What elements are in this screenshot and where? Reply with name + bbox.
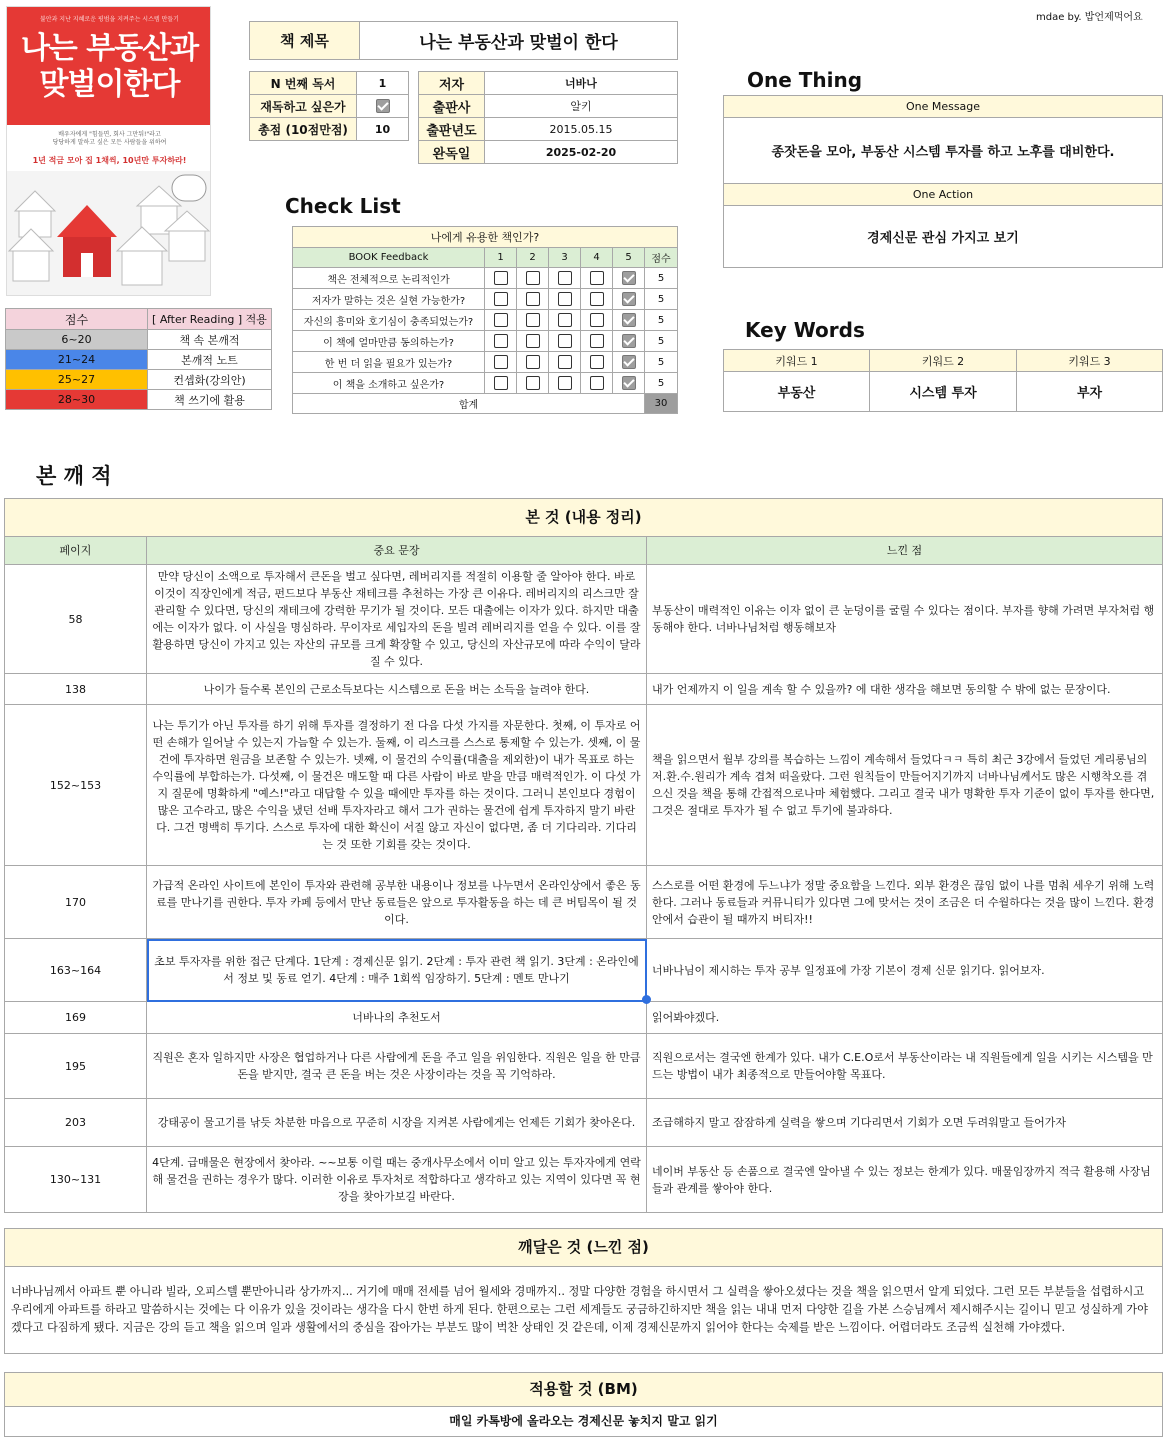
keyword-label-1: 키워드 1 xyxy=(724,350,870,372)
row-sentence: 나이가 들수록 본인의 근로소득보다는 시스템으로 돈을 버는 소득을 늘려야 한다. xyxy=(147,674,647,705)
onething-table xyxy=(723,95,1163,268)
reread-label: 재독하고 싶은가 xyxy=(250,95,357,118)
keywords-heading: Key Words xyxy=(745,318,865,342)
row-page: 169 xyxy=(5,1002,147,1034)
row-page: 58 xyxy=(5,565,147,674)
rating-checkbox-5[interactable] xyxy=(622,334,636,348)
checklist-question: 이 책을 소개하고 싶은가? xyxy=(293,373,485,394)
publisher-value: 알키 xyxy=(485,95,678,118)
cover-title-line1: 나는 부동산과 xyxy=(20,31,199,66)
col-sentence: 중요 문장 xyxy=(147,537,647,565)
rating-checkbox-2[interactable] xyxy=(526,292,540,306)
checklist-heading: Check List xyxy=(285,194,401,218)
checklist-row xyxy=(293,373,678,394)
book-meta-table xyxy=(418,71,678,164)
selection-fill-handle[interactable] xyxy=(642,995,651,1004)
table-row xyxy=(5,866,1163,939)
realized-table xyxy=(4,1228,1163,1354)
col-feeling: 느낀 점 xyxy=(647,537,1163,565)
checklist-table xyxy=(292,226,678,414)
rating-checkbox-5[interactable] xyxy=(622,292,636,306)
cover-description xyxy=(7,131,211,147)
rating-checkbox-1[interactable] xyxy=(494,292,508,306)
table-row xyxy=(5,1002,1163,1034)
checklist-total-label: 합계 xyxy=(293,394,645,414)
row-page: 170 xyxy=(5,866,147,939)
table-row xyxy=(5,674,1163,705)
one-message-label: One Message xyxy=(724,96,1163,118)
row-feeling: 직원으로서는 결국엔 한계가 있다. 내가 C.E.O로서 부동산이라는 내 직원들에게 일을 시키는 시스템을 만드는 방법이 내가 최종적으로 만들어야할 목표다. xyxy=(647,1034,1163,1099)
checklist-score: 5 xyxy=(645,331,678,352)
legend-range: 6~20 xyxy=(6,330,148,350)
row-feeling: 스스로를 어떤 환경에 두느냐가 정말 중요함을 느낀다. 외부 환경은 끊임 없이 나를 멈춰 세우기 위해 노력한다. 그러나 동료들과 커뮤니티가 있다면 그에 맞서는 것이 조금은 더 수월하다는 것을 많이 느낀다. 환경 안에서 습관이 될 때까지 버티자!! xyxy=(647,866,1163,939)
checklist-score: 5 xyxy=(645,373,678,394)
houses-illustration xyxy=(7,171,211,296)
checklist-col-3: 3 xyxy=(549,248,581,268)
author-label: 저자 xyxy=(419,72,485,95)
checklist-title: 나에게 유용한 책인가? xyxy=(293,227,678,248)
rating-checkbox-2[interactable] xyxy=(526,271,540,285)
title-label: 책 제목 xyxy=(250,22,360,60)
cover-desc-line1: 배우자에게 "힘들면, 회사 그만둬!"라고 xyxy=(58,131,161,138)
score-value: 10 xyxy=(357,118,409,141)
rating-checkbox-5[interactable] xyxy=(622,376,636,390)
n-label: N 번째 독서 xyxy=(250,72,357,95)
row-page: 152~153 xyxy=(5,705,147,866)
year-label: 출판년도 xyxy=(419,118,485,141)
score-label: 총점 (10점만점) xyxy=(250,118,357,141)
book-cover-image xyxy=(6,6,211,296)
rating-checkbox-2[interactable] xyxy=(526,355,540,369)
cover-title-band xyxy=(7,7,211,125)
row-feeling: 너바나님이 제시하는 투자 공부 일정표에 가장 기본이 경제 신문 읽기다. 읽어보자. xyxy=(647,939,1163,1002)
checklist-row xyxy=(293,331,678,352)
table-row xyxy=(5,565,1163,674)
checklist-score: 5 xyxy=(645,289,678,310)
legend-use: 책 속 본깨적 xyxy=(148,330,272,350)
col-page: 페이지 xyxy=(5,537,147,565)
reading-info-table xyxy=(249,71,409,141)
row-page: 138 xyxy=(5,674,147,705)
legend-use: 본깨적 노트 xyxy=(148,350,272,370)
rating-checkbox-2[interactable] xyxy=(526,334,540,348)
keyword-1: 부동산 xyxy=(724,372,870,412)
rating-checkbox-1[interactable] xyxy=(494,376,508,390)
checklist-question: 책은 전체적으로 논리적인가 xyxy=(293,268,485,289)
row-page: 163~164 xyxy=(5,939,147,1002)
row-sentence: 만약 당신이 소액으로 투자해서 큰돈을 벌고 싶다면, 레버리지를 적절히 이용할 줄 알아야 한다. 바로 이것이 직장인에게 적금, 펀드보다 부동산 재테크를 추천하는 가장 큰 이유다. 레버리지의 리스크만 잘 관리할 수 있다면, 당신의 재테크에 강력한 무기가 될 것이다. 모든 대출에는 이자가 있다. 하지만 대출에는 이자가 없다. 이 사실을 명심하라. 무이자로 세입자의 돈을 빌려 레버리지를 얻을 수 있다. 이를 잘 활용하면 당신이 가지고 있는 자산의 규모를 크게 확장할 수 있고, 당신의 자산규모에 따라 수익이 달라질 수 있다. xyxy=(147,565,647,674)
rating-checkbox-3[interactable] xyxy=(558,376,572,390)
rating-checkbox-4[interactable] xyxy=(590,271,604,285)
credit-text: mdae by. 밥언제먹어요 xyxy=(1036,12,1143,23)
keyword-3: 부자 xyxy=(1017,372,1163,412)
apply-text: 매일 카톡방에 올라오는 경제신문 놓치지 말고 읽기 xyxy=(5,1407,1163,1437)
cover-red-text: 1년 적금 모아 집 1채씩, 10년만 투자하라! xyxy=(32,156,187,165)
rating-checkbox-4[interactable] xyxy=(590,355,604,369)
checklist-question: 저자가 말하는 것은 실현 가능한가? xyxy=(293,289,485,310)
cover-desc-line2: 당당하게 말하고 싶은 모든 사람들을 위하여 xyxy=(52,139,167,146)
checklist-row xyxy=(293,310,678,331)
row-sentence: 너바나의 추천도서 xyxy=(147,1002,647,1034)
rating-checkbox-1[interactable] xyxy=(494,271,508,285)
rating-checkbox-1[interactable] xyxy=(494,334,508,348)
one-action-label: One Action xyxy=(724,184,1163,206)
checklist-score: 5 xyxy=(645,310,678,331)
score-legend-table xyxy=(5,308,272,410)
rating-checkbox-3[interactable] xyxy=(558,271,572,285)
legend-use: 컨셉화(강의안) xyxy=(148,370,272,390)
checklist-col-2: 2 xyxy=(517,248,549,268)
legend-header-apply: [ After Reading ] 적용 xyxy=(148,309,272,330)
rating-checkbox-5[interactable] xyxy=(622,271,636,285)
keyword-label-2: 키워드 2 xyxy=(870,350,1017,372)
row-page: 130~131 xyxy=(5,1147,147,1213)
book-title-table xyxy=(249,21,678,60)
row-sentence-selected-cell[interactable]: 초보 투자자를 위한 접근 단계다. 1단계 : 경제신문 읽기. 2단계 : 투자 관련 책 읽기. 3단계 : 온라인에서 정보 및 동료 얻기. 4단계 : 매주 1회씩 임장하기. 5단계 : 멘토 만나기 xyxy=(147,939,647,1002)
checklist-row xyxy=(293,352,678,373)
rating-checkbox-3[interactable] xyxy=(558,292,572,306)
row-feeling: 네이버 부동산 등 손품으로 결국엔 알아낼 수 있는 정보는 한계가 있다. 매물임장까지 적극 활용해 사장님들과 관계를 쌓아야 한다. xyxy=(647,1147,1163,1213)
reread-checkbox[interactable] xyxy=(376,99,390,113)
checklist-row xyxy=(293,289,678,310)
legend-use: 책 쓰기에 활용 xyxy=(148,390,272,410)
table-row xyxy=(5,705,1163,866)
done-label: 완독일 xyxy=(419,141,485,164)
rating-checkbox-3[interactable] xyxy=(558,334,572,348)
one-message: 종잣돈을 모아, 부동산 시스템 투자를 하고 노후를 대비한다. xyxy=(724,118,1163,184)
checklist-row xyxy=(293,268,678,289)
legend-range: 28~30 xyxy=(6,390,148,410)
one-action: 경제신문 관심 가지고 보기 xyxy=(724,206,1163,268)
rating-checkbox-5[interactable] xyxy=(622,313,636,327)
row-sentence: 4단계. 급매물은 현장에서 찾아라. ~~보통 이럴 때는 중개사무소에서 이미 알고 있는 투자자에게 연락해 물건을 권하는 경우가 많다. 이러한 이유로 투자처로 적합하다고 생각하고 있는 지역이 있다면 꼭 현장을 찾아가보길 바란다. xyxy=(147,1147,647,1213)
table-row xyxy=(5,1034,1163,1099)
rating-checkbox-4[interactable] xyxy=(590,292,604,306)
checklist-col-1: 1 xyxy=(485,248,517,268)
bonkkaejeok-heading: 본 깨 적 xyxy=(36,464,112,488)
author-value: 너바나 xyxy=(485,72,678,95)
row-feeling: 부동산이 매력적인 이유는 이자 없이 큰 눈덩이를 굴릴 수 있다는 점이다. 부자를 향해 가려면 부자처럼 행동해야 한다. 너바나님처럼 행동해보자 xyxy=(647,565,1163,674)
year-value: 2015.05.15 xyxy=(485,118,678,141)
row-sentence: 가급적 온라인 사이트에 본인이 투자와 관련해 공부한 내용이나 정보를 나누면서 온라인상에서 좋은 동료를 만나기를 권한다. 투자 카페 등에서 만난 동료들은 앞으로 투자활동을 하는 데 큰 버팀목이 될 것이다. xyxy=(147,866,647,939)
row-page: 203 xyxy=(5,1099,147,1147)
checklist-col-5: 5 xyxy=(613,248,645,268)
n-value: 1 xyxy=(357,72,409,95)
table-row xyxy=(5,1099,1163,1147)
checklist-total: 30 xyxy=(645,394,678,414)
onething-heading: One Thing xyxy=(747,68,863,92)
row-feeling: 책을 읽으면서 월부 강의를 복습하는 느낌이 계속해서 들었다ㅋㅋ 특히 최근 3강에서 들었던 게리롱님의 저.환.수.원리가 계속 겹쳐 떠올랐다. 그런 원칙들이 만들어지기까지 너바나님께서도 많은 시행착오를 겪으신 것을 책을 통해 간접적으로나마 체험했다. 그리고 결국 내가 명확한 투자 기준이 없이 투자를 한다면, 그것은 절대로 투자가 될 수 없고 투기에 불과하다. xyxy=(647,705,1163,866)
table-row xyxy=(5,1147,1163,1213)
book-title: 나는 부동산과 맞벌이 한다 xyxy=(360,22,678,60)
row-sentence: 강태공이 물고기를 낚듯 차분한 마음으로 꾸준히 시장을 지켜본 사람에게는 언제든 기회가 찾아온다. xyxy=(147,1099,647,1147)
row-page: 195 xyxy=(5,1034,147,1099)
legend-range: 21~24 xyxy=(6,350,148,370)
rating-checkbox-3[interactable] xyxy=(558,355,572,369)
checklist-score: 5 xyxy=(645,268,678,289)
rating-checkbox-4[interactable] xyxy=(590,313,604,327)
rating-checkbox-4[interactable] xyxy=(590,376,604,390)
row-sentence: 나는 투기가 아닌 투자를 하기 위해 투자를 결정하기 전 다음 다섯 가지를 자문한다. 첫째, 이 투자로 어떤 손해가 일어날 수 있는지 가늠할 수 있는가. 둘째, 이 리스크를 스스로 통제할 수 있는가. 셋째, 이 물건에 투자하면 원금을 보존할 수 있는가. 넷째, 이 물건의 수익률(대출을 제외한)이 내가 목표로 하는 수익률에 부합하는가. 다섯째, 이 물건은 매도할 때 다른 사람이 바로 받을 만큼 매력적인가. 이 다섯 가지 질문에 명확하게 "예스!"라고 대답할 수 있을 때에만 투자를 하는 것이다. 그러니 본인보다 경험이 많은 고수라고, 많은 수익을 냈던 선배 투자자라고 해서 그가 권하는 물건에 쉽게 투자하지 말기 바란다. 그건 명백히 투기다. 스스로 투자에 대한 확신이 서질 않고 자신이 없다면, 좀 더 기다리라. 기다리는 것 또한 기회를 갖는 것이다. xyxy=(147,705,647,866)
notes-title: 본 것 (내용 정리) xyxy=(5,499,1163,537)
realized-title: 깨달은 것 (느낀 점) xyxy=(5,1229,1163,1267)
rating-checkbox-3[interactable] xyxy=(558,313,572,327)
rating-checkbox-2[interactable] xyxy=(526,376,540,390)
reread-cell xyxy=(357,95,409,118)
cover-top-text: 불안과 지난 지혜로운 핑범을 지켜주는 시스템 만들기 xyxy=(40,16,179,23)
checklist-col-4: 4 xyxy=(581,248,613,268)
row-sentence: 직원은 혼자 일하지만 사장은 협업하거나 다른 사람에게 돈을 주고 일을 위임한다. 직원은 일을 한 만큼 돈을 받지만, 결국 큰 돈을 버는 것은 사장이라는 것을 꼭 기억하라. xyxy=(147,1034,647,1099)
checklist-question: 자신의 흥미와 호기심이 충족되었는가? xyxy=(293,310,485,331)
legend-range: 25~27 xyxy=(6,370,148,390)
realized-text: 너바나님께서 아파트 뿐 아니라 빌라, 오피스텔 뿐만아니라 상가까지... 거기에 매매 전세를 넘어 월세와 경매까지.. 정말 다양한 경험을 하시면서 그 실력을 쌓아오셨다는 것을 책을 읽으면서 알게 되었다. 그런 모든 부분들을 섭렵하시고 우리에게 아파트를 하라고 말씀하시는 것에는 다 이유가 있을 것이라는 생각을 다시 한번 하게 된다. 한편으로는 그런 세계들도 궁금하긴하지만 책을 읽는 내내 먼저 다양한 길을 가본 스승님께서 제시해주시는 길이니 믿고 성실하게 가야겠다고 다짐하게 됐다. 지금은 강의 듣고 책을 읽으며 일과 생활에서의 중심을 잡아가는 부분도 많이 벅찬 상태인 것 같은데, 이제 경제신문까지 읽어야 한다는 숙제를 받은 느낌이다. 어렵더라도 조금씩 실천해 가야겠다. xyxy=(5,1267,1163,1354)
apply-table xyxy=(4,1372,1163,1437)
apply-title: 적용할 것 (BM) xyxy=(5,1373,1163,1407)
row-feeling: 조급해하지 말고 잠잠하게 실력을 쌓으며 기다리면서 기회가 오면 두려워말고 들어가자 xyxy=(647,1099,1163,1147)
checklist-col-feedback: BOOK Feedback xyxy=(293,248,485,268)
rating-checkbox-4[interactable] xyxy=(590,334,604,348)
done-value: 2025-02-20 xyxy=(485,141,678,164)
rating-checkbox-1[interactable] xyxy=(494,355,508,369)
publisher-label: 출판사 xyxy=(419,95,485,118)
checklist-col-score: 점수 xyxy=(645,248,678,268)
checklist-question: 이 책에 얼마만큼 동의하는가? xyxy=(293,331,485,352)
checklist-score: 5 xyxy=(645,352,678,373)
rating-checkbox-2[interactable] xyxy=(526,313,540,327)
rating-checkbox-1[interactable] xyxy=(494,313,508,327)
cover-title-line2: 맞벌이한다 xyxy=(39,67,180,102)
keyword-label-3: 키워드 3 xyxy=(1017,350,1163,372)
rating-checkbox-5[interactable] xyxy=(622,355,636,369)
table-row xyxy=(5,939,1163,1002)
row-feeling: 읽어봐야겠다. xyxy=(647,1002,1163,1034)
keywords-table xyxy=(723,349,1163,412)
row-feeling: 내가 언제까지 이 일을 계속 할 수 있을까? 에 대한 생각을 해보면 동의할 수 밖에 없는 문장이다. xyxy=(647,674,1163,705)
checklist-question: 한 번 더 읽을 필요가 있는가? xyxy=(293,352,485,373)
keyword-2: 시스템 투자 xyxy=(870,372,1017,412)
legend-header-score: 점수 xyxy=(6,309,148,330)
notes-table xyxy=(4,498,1163,1213)
